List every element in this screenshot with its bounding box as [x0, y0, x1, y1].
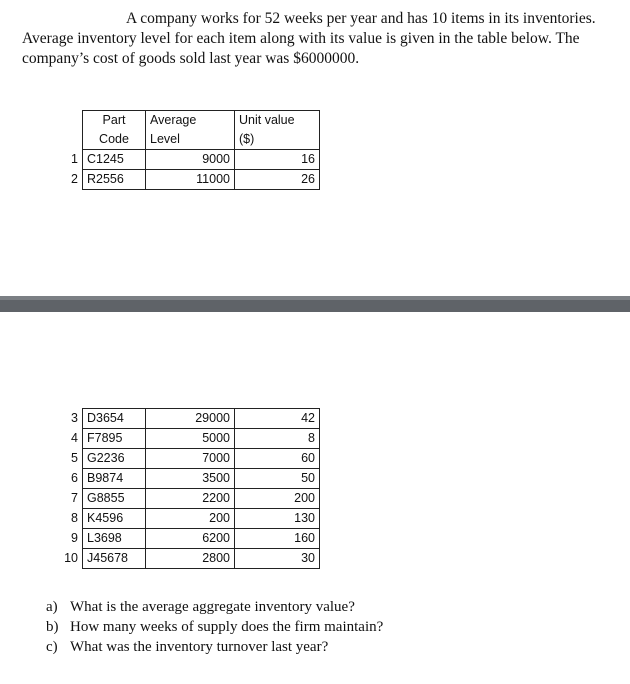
- unit-value-cell: 26: [235, 170, 320, 190]
- unit-value-cell: 50: [235, 469, 320, 489]
- problem-line-1: A company works for 52 weeks per year and has 10 items in its inventories.: [126, 10, 596, 27]
- average-level-cell: 9000: [146, 150, 235, 170]
- table-row: [56, 170, 320, 190]
- row-index: 10: [64, 551, 78, 565]
- average-level-cell: 200: [146, 509, 235, 529]
- row-index: 7: [71, 491, 78, 505]
- row-index: 9: [71, 531, 78, 545]
- unit-value-cell: 42: [235, 409, 320, 429]
- problem-statement: [22, 9, 618, 69]
- average-level-cell: 2800: [146, 549, 235, 569]
- question-label: b): [46, 619, 59, 635]
- row-index: 1: [71, 152, 78, 166]
- part-code-cell: G2236: [83, 449, 146, 469]
- row-index: 2: [71, 172, 78, 186]
- question-list: [46, 597, 383, 657]
- table-row: [56, 150, 320, 170]
- question-label: c): [46, 639, 58, 655]
- unit-value-cell: 8: [235, 429, 320, 449]
- table-row: [56, 549, 320, 569]
- part-code-cell: J45678: [83, 549, 146, 569]
- table-row: [56, 489, 320, 509]
- table-header-row: [56, 111, 320, 150]
- header-average-level: Average Level: [146, 111, 235, 150]
- row-index: 8: [71, 511, 78, 525]
- average-level-cell: 3500: [146, 469, 235, 489]
- unit-value-cell: 60: [235, 449, 320, 469]
- page-divider: [0, 296, 630, 312]
- part-code-cell: K4596: [83, 509, 146, 529]
- average-level-cell: 6200: [146, 529, 235, 549]
- question-text: What was the inventory turnover last year?: [70, 639, 329, 655]
- average-level-cell: 29000: [146, 409, 235, 429]
- unit-value-cell: 130: [235, 509, 320, 529]
- unit-value-cell: 30: [235, 549, 320, 569]
- average-level-cell: 5000: [146, 429, 235, 449]
- question-a: [46, 597, 383, 617]
- average-level-cell: 11000: [146, 170, 235, 190]
- inventory-table-bottom: [56, 408, 320, 569]
- row-index: 5: [71, 451, 78, 465]
- table-row: [56, 429, 320, 449]
- inventory-table-top: [56, 110, 320, 190]
- part-code-cell: G8855: [83, 489, 146, 509]
- unit-value-cell: 160: [235, 529, 320, 549]
- row-index: 6: [71, 471, 78, 485]
- table-row: [56, 449, 320, 469]
- part-code-cell: R2556: [83, 170, 146, 190]
- question-text: What is the average aggregate inventory value?: [70, 599, 355, 615]
- row-index: 3: [71, 411, 78, 425]
- unit-value-cell: 16: [235, 150, 320, 170]
- header-unit-value: Unit value ($): [235, 111, 320, 150]
- unit-value-cell: 200: [235, 489, 320, 509]
- table-row: [56, 529, 320, 549]
- part-code-cell: C1245: [83, 150, 146, 170]
- question-label: a): [46, 599, 58, 615]
- average-level-cell: 7000: [146, 449, 235, 469]
- table-row: [56, 409, 320, 429]
- question-c: [46, 637, 383, 657]
- problem-line-rest: Average inventory level for each item along with its value is given in the table below. The company’s cost of goods sold last year was $6000000.: [22, 30, 580, 67]
- question-b: [46, 617, 383, 637]
- part-code-cell: L3698: [83, 529, 146, 549]
- header-part-code: Part Code: [83, 111, 146, 150]
- part-code-cell: F7895: [83, 429, 146, 449]
- table-row: [56, 509, 320, 529]
- average-level-cell: 2200: [146, 489, 235, 509]
- table-row: [56, 469, 320, 489]
- row-index: 4: [71, 431, 78, 445]
- part-code-cell: D3654: [83, 409, 146, 429]
- question-text: How many weeks of supply does the firm maintain?: [70, 619, 384, 635]
- part-code-cell: B9874: [83, 469, 146, 489]
